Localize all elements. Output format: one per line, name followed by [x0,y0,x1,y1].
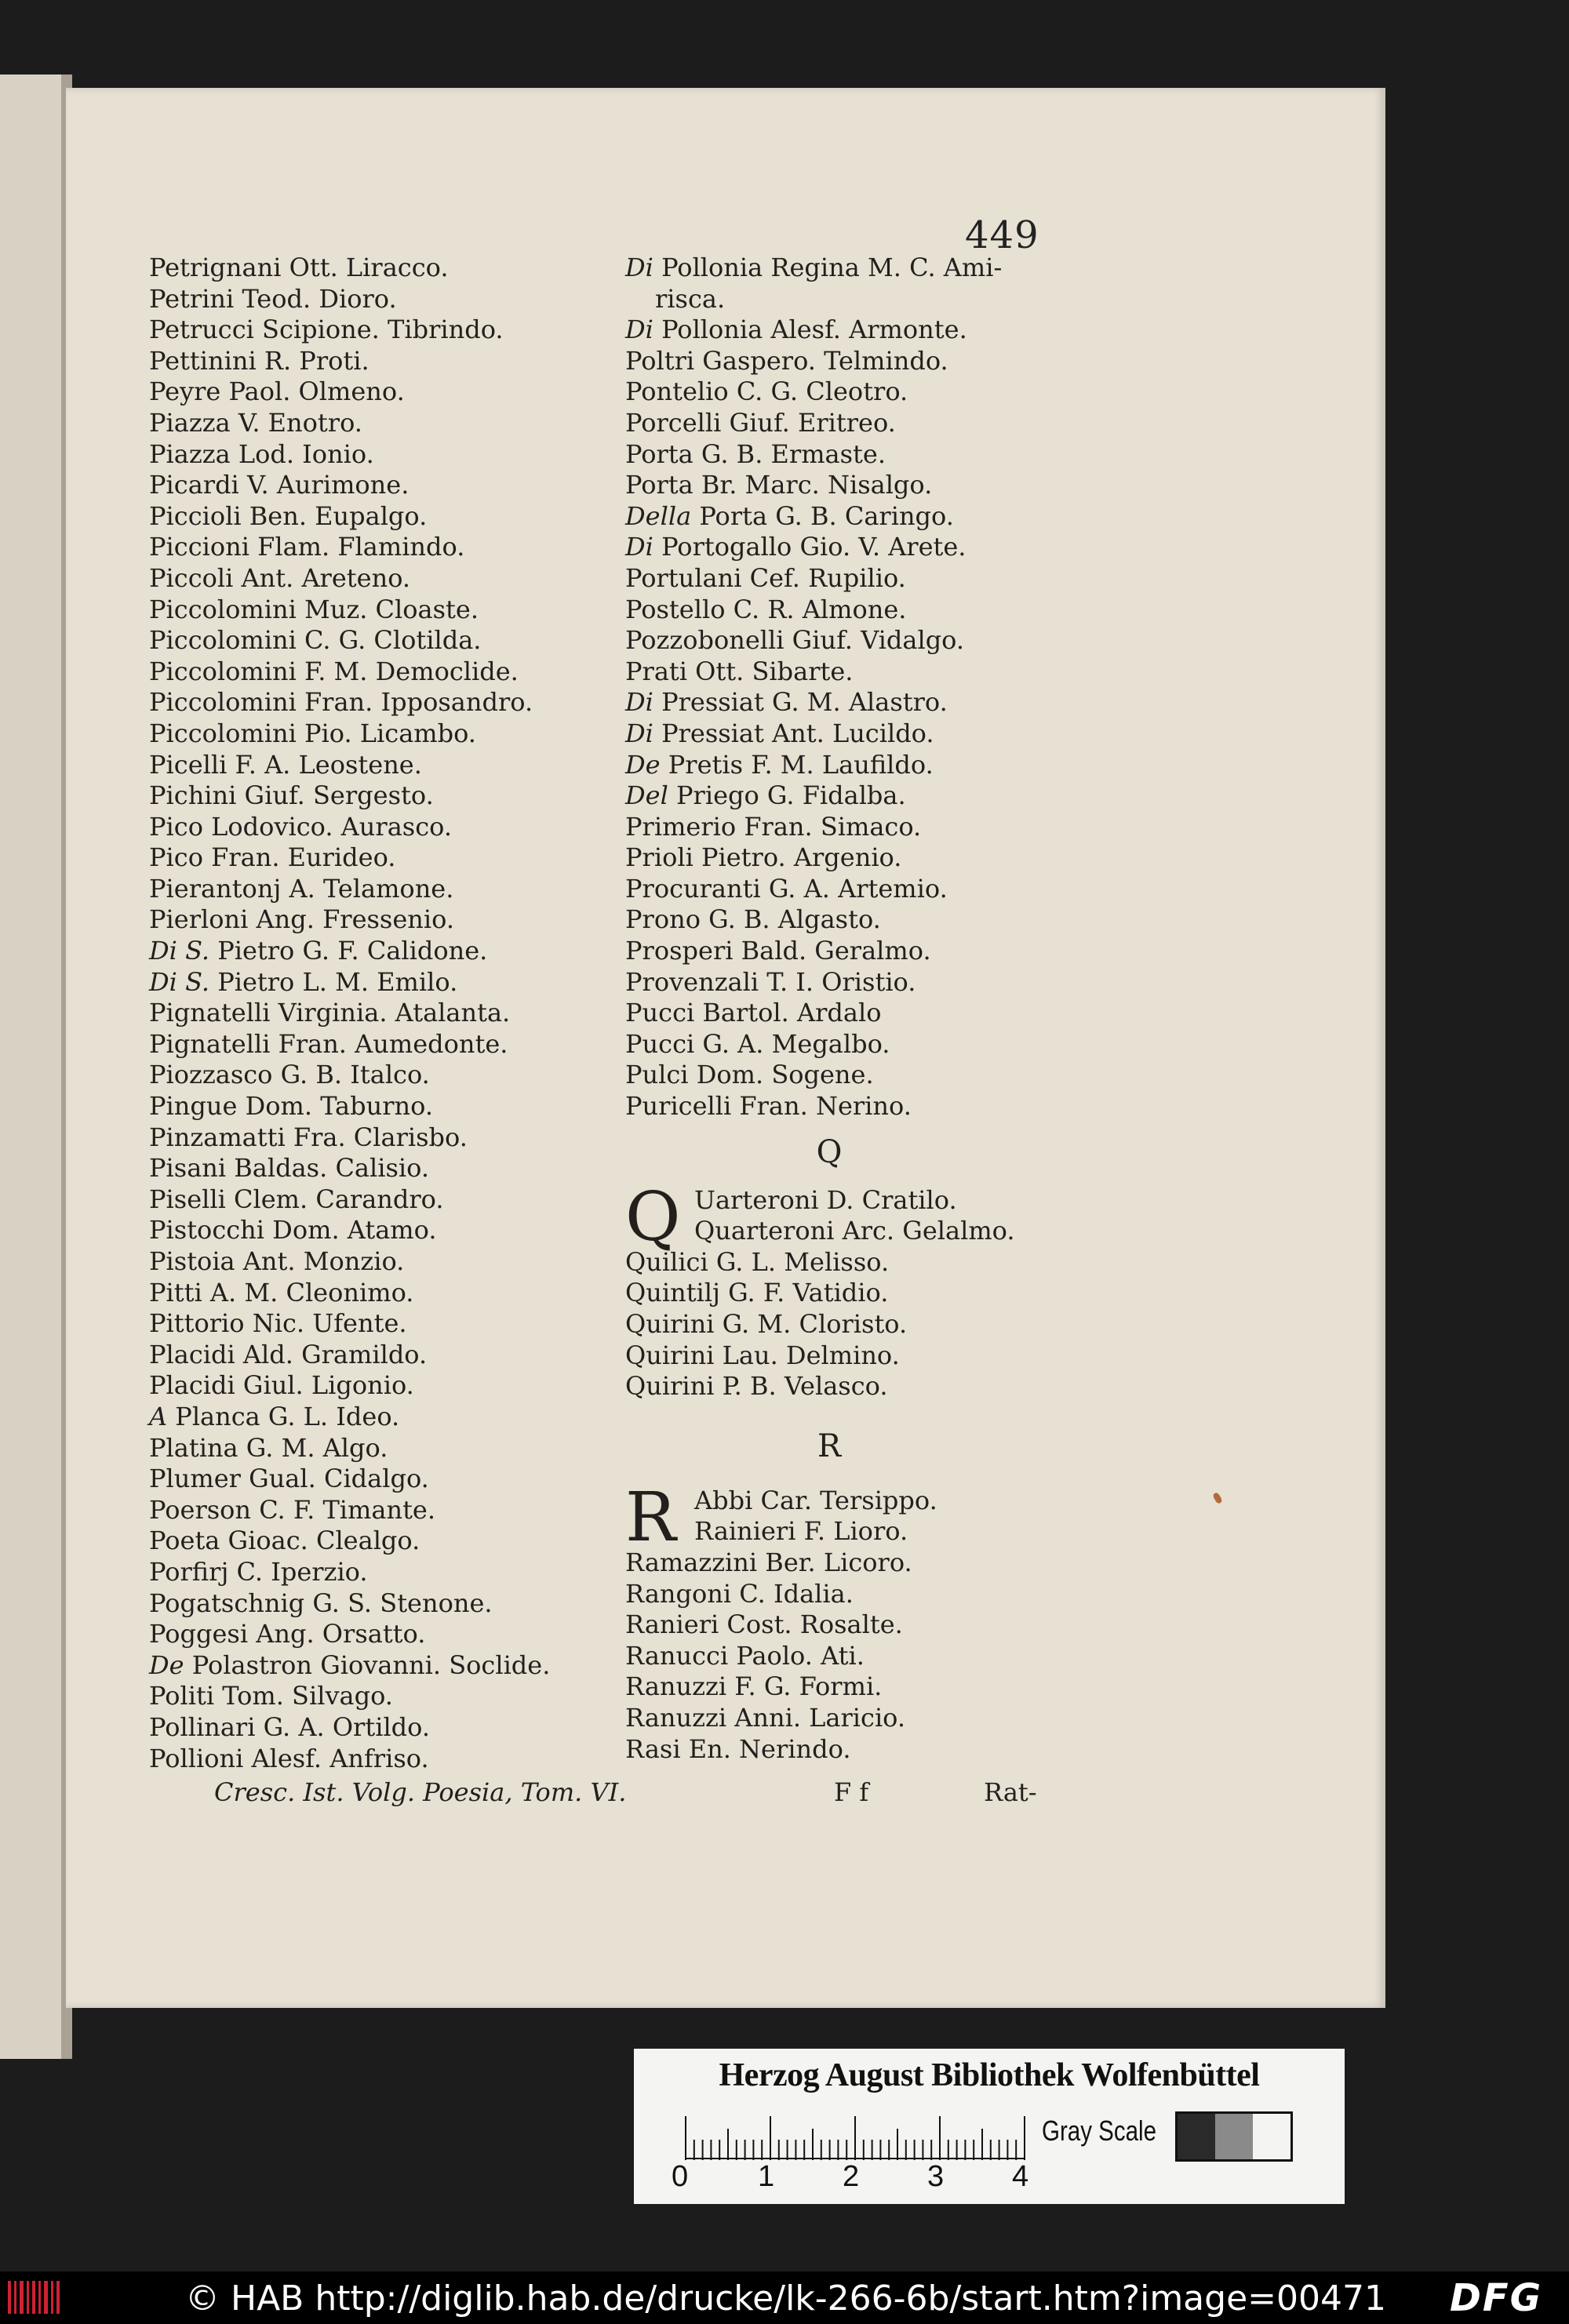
index-entry: Pierloni Ang. Fressenio. [149,904,454,935]
page-number: 449 [965,213,1039,257]
index-entry: Petrucci Scipione. Tibrindo. [149,315,504,345]
particle: Di [625,718,653,748]
index-entry: Pozzobonelli Giuf. Vidalgo. [625,625,965,656]
left-column [149,253,620,1774]
index-entry: Placidi Giul. Ligonio. [149,1370,414,1401]
index-entry: Uarteroni D. Cratilo. [694,1184,957,1215]
dropcap-q: Q [625,1177,681,1257]
index-entry: Piccolomini Pio. Licambo. [149,718,476,748]
index-entry: Prati Ott. Sibarte. [625,656,854,686]
gray-swatch-mid [1215,2114,1253,2159]
index-entry: Piozzasco G. B. Italco. [149,1060,430,1090]
ruler-numbers [672,2160,1142,2195]
index-entry: Pignatelli Fran. Aumedonte. [149,1028,508,1059]
particle: Di S. [149,936,210,966]
index-entry: Prono G. B. Algasto. [625,904,881,935]
index-entry: Abbi Car. Tersippo. [694,1485,937,1515]
index-entry: Ranieri Cost. Rosalte. [625,1609,903,1640]
index-entry: Primerio Fran. Simaco. [625,811,922,842]
index-entry: Pistoia Ant. Monzio. [149,1246,405,1276]
section-r-entries [625,1548,1127,1765]
index-entry: Piccioli Ben. Eupalgo. [149,500,428,531]
index-entry: Piazza V. Enotro. [149,407,362,438]
ruler-number: 1 [758,2160,775,2193]
index-entry: Picelli F. A. Leostene. [149,749,422,780]
index-entry: Piccolomini Fran. Ipposandro. [149,687,533,718]
signature-mark: F f [834,1777,869,1807]
index-entry: Provenzali T. I. Oristio. [625,966,916,997]
index-entry: Picardi V. Aurimone. [149,470,410,500]
section-q-entries [625,1247,1127,1402]
index-entry: Poerson C. F. Timante. [149,1494,436,1525]
index-entry: Quarteroni Arc. Gelalmo. [694,1216,1015,1246]
section-q-dropcap-block [625,1177,1127,1257]
index-entry: Pico Fran. Eurideo. [149,842,396,873]
index-entry: De Polastron Giovanni. Soclide. [149,1649,551,1680]
index-entry: Porta Br. Marc. Nisalgo. [625,470,933,500]
index-entry: Di Pressiat Ant. Lucildo. [625,718,934,748]
index-entry: Pucci G. A. Megalbo. [625,1028,890,1059]
particle: Di S. [149,966,210,997]
index-entry: Piccolomini C. G. Clotilda. [149,625,482,656]
ruler-number: 0 [672,2160,689,2193]
ruler-number: 2 [843,2160,860,2193]
index-entry: Quintilj G. F. Vatidio. [625,1278,889,1308]
index-entry: Poggesi Ang. Orsatto. [149,1619,426,1649]
index-entry: Pitti A. M. Cleonimo. [149,1277,414,1307]
index-entry: Pittorio Nic. Ufente. [149,1308,407,1339]
gray-swatch-light [1253,2114,1291,2159]
running-title: Cresc. Ist. Volg. Poesia, Tom. VI. [214,1777,627,1807]
index-entry: Rainieri F. Lioro. [694,1516,908,1547]
index-entry: Pinzamatti Fra. Clarisbo. [149,1122,468,1152]
index-entry: Pierantonj A. Telamone. [149,873,454,904]
index-entry: Del Priego G. Fidalba. [625,780,906,811]
index-entry: Politi Tom. Silvago. [149,1681,393,1711]
particle: Di [625,253,653,282]
index-entry: Pico Lodovico. Aurasco. [149,811,452,842]
index-entry: Quirini P. B. Velasco. [625,1371,888,1402]
index-entry: Placidi Ald. Gramildo. [149,1339,428,1369]
copyright-link[interactable]: © HAB http://diglib.hab.de/drucke/lk-266-6b/start.htm?image=00471 [185,2279,1386,2319]
index-entry: Prosperi Bald. Geralmo. [625,936,931,966]
ruler-number: 4 [1012,2160,1029,2193]
barcode-icon [5,2276,66,2319]
index-entry: Ramazzini Ber. Licoro. [625,1547,912,1577]
index-entry: Porcelli Giuf. Eritreo. [625,407,896,438]
index-entry: Pollioni Alesf. Anfriso. [149,1743,429,1773]
index-entry: Di Pressiat G. M. Alastro. [625,687,948,718]
index-entry: Pucci Bartol. Ardalo [625,998,882,1028]
index-entry: Poeta Gioac. Clealgo. [149,1526,420,1556]
index-entry: Piazza Lod. Ionio. [149,438,374,469]
library-name: Herzog August Bibliothek Wolfenbüttel [719,2057,1260,2093]
index-entry: Pingue Dom. Taburno. [149,1091,433,1122]
index-entry: Pistocchi Dom. Atamo. [149,1215,437,1246]
index-entry: Di S. Pietro G. F. Calidone. [149,936,488,966]
index-entry: Rangoni C. Idalia. [625,1578,854,1609]
index-entry: Portulani Cef. Rupilio. [625,562,906,593]
index-entry: Piccoli Ant. Areteno. [149,562,411,593]
index-entry: risca. [655,283,726,314]
index-entry: Pulci Dom. Sogene. [625,1060,874,1090]
index-entry: A Planca G. L. Ideo. [149,1401,400,1431]
index-entry: Ranuzzi Anni. Laricio. [625,1702,906,1733]
index-entry: Puricelli Fran. Nerino. [625,1091,912,1122]
index-entry: Di S. Pietro L. M. Emilo. [149,966,458,997]
index-entry: Rasi En. Nerindo. [625,1733,851,1764]
index-entry: Pignatelli Virginia. Atalanta. [149,998,511,1028]
index-entry: Della Porta G. B. Caringo. [625,500,954,531]
index-entry: De Pretis F. M. Laufildo. [625,749,934,780]
index-entry: Prioli Pietro. Argenio. [625,842,902,873]
section-r-dropcap-block [625,1478,1127,1557]
particle: Di [625,315,653,345]
index-entry: Quirini Lau. Delmino. [625,1340,900,1370]
index-entry: Di Pollonia Alesf. Armonte. [625,315,967,345]
index-entry: Ranucci Paolo. Ati. [625,1640,865,1671]
gray-scale-label: Gray Scale [1042,2115,1157,2147]
index-entry: Pogatschnig G. S. Stenone. [149,1588,493,1618]
gray-swatches [1175,2111,1293,2162]
index-entry: Pettinini R. Proti. [149,345,369,376]
particle: De [625,749,661,780]
section-heading-q: Q [816,1133,843,1170]
index-entry: Pichini Giuf. Sergesto. [149,780,434,811]
index-entry: Procuranti G. A. Artemio. [625,873,948,904]
particle: A [149,1401,168,1431]
color-scale-card [634,2049,1345,2204]
index-entry: Poltri Gaspero. Telmindo. [625,345,948,376]
particle: Di [625,532,653,562]
dfg-logo: DFG [1450,2276,1543,2320]
index-entry: Quilici G. L. Melisso. [625,1246,890,1277]
index-entry: Pontelio C. G. Cleotro. [625,376,908,407]
index-entry: Quirini G. M. Cloristo. [625,1309,908,1339]
index-entry: Platina G. M. Algo. [149,1432,388,1463]
facing-page-edge [0,75,63,2059]
section-heading-r: R [817,1427,842,1464]
index-entry: Piselli Clem. Carandro. [149,1184,444,1214]
index-entry: Plumer Gual. Cidalgo. [149,1464,429,1494]
index-entry: Di Pollonia Regina M. C. Ami- [625,253,1003,282]
index-entry: Piccioni Flam. Flamindo. [149,532,465,562]
index-entry: Porta G. B. Ermaste. [625,438,886,469]
index-entry: Petrignani Ott. Liracco. [149,253,449,282]
particle: Della [625,500,692,531]
index-entry: Ranuzzi F. G. Formi. [625,1671,883,1702]
dropcap-r: R [625,1478,676,1557]
particle: Del [625,780,668,811]
index-entry: Peyre Paol. Olmeno. [149,376,405,407]
index-entry: Pollinari G. A. Ortildo. [149,1711,431,1742]
index-entry: Pisani Baldas. Calisio. [149,1153,429,1184]
catchword: Rat- [984,1777,1037,1807]
index-entry: Postello C. R. Almone. [625,594,907,624]
section-p-continued [625,253,1127,1122]
index-entry: Di Portogallo Gio. V. Arete. [625,532,967,562]
gray-swatch-dark [1178,2114,1215,2159]
index-entry: Petrini Teod. Dioro. [149,283,397,314]
index-entry: Porfirj C. Iperzio. [149,1556,368,1587]
particle: De [149,1649,184,1680]
index-entry: Piccolomini Muz. Cloaste. [149,594,479,624]
ruler-number: 3 [927,2160,945,2193]
right-column [625,253,1127,1765]
particle: Di [625,687,653,718]
index-entry: Piccolomini F. M. Democlide. [149,656,519,686]
